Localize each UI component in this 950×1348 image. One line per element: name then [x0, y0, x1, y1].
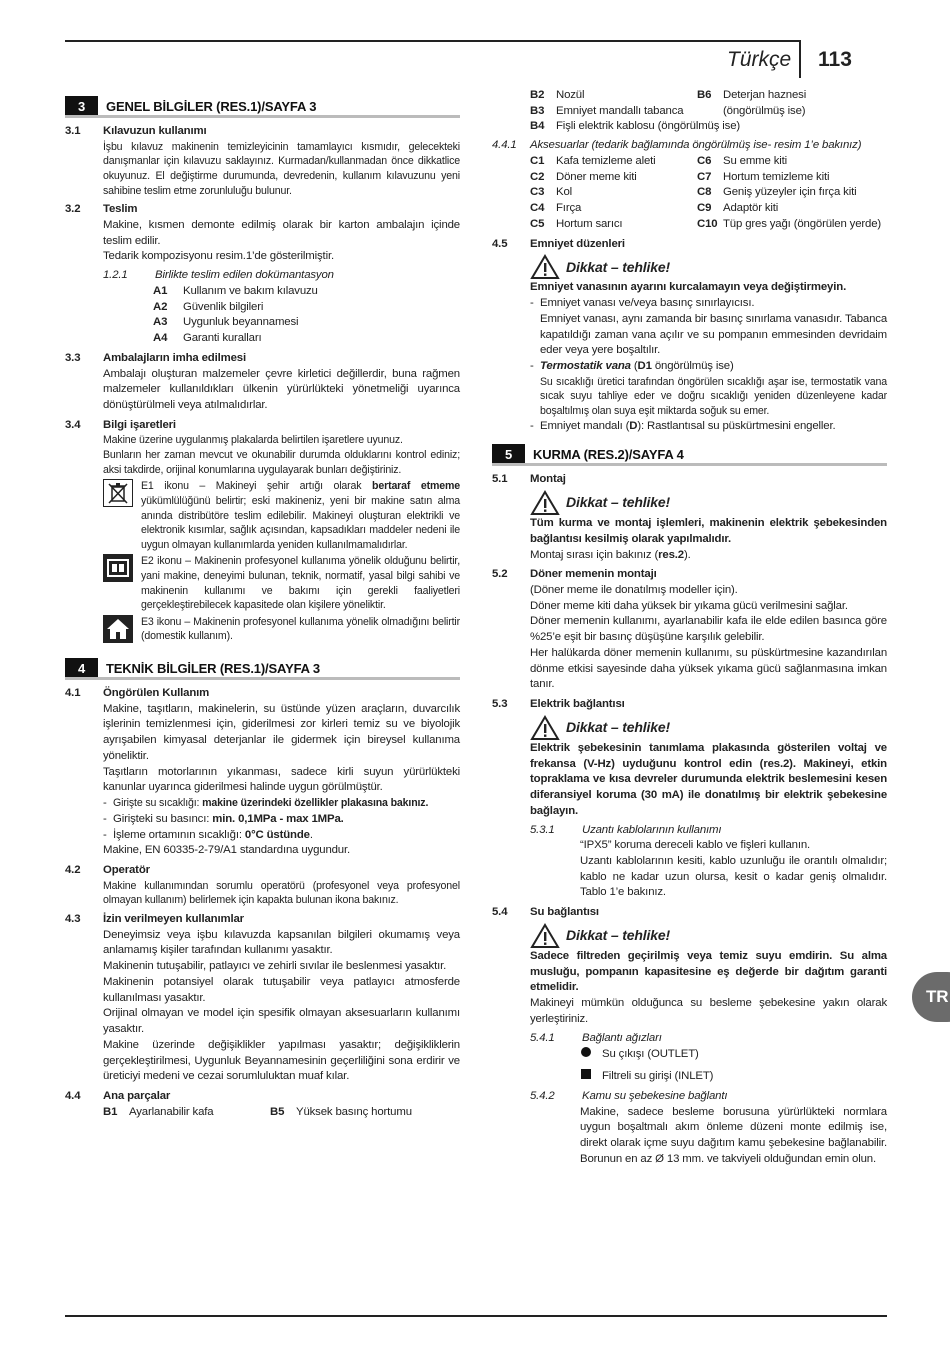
section-3-header [65, 96, 460, 118]
section-title: TEKNİK BİLGİLER (RES.1)/SAYFA 3 [106, 660, 320, 676]
subsection-4-2: 4.2 Operatör [65, 864, 150, 877]
paragraph: Tedarik kompozisyonu resim.1’de gösterilmiştir. [103, 250, 334, 263]
paragraph: Su sıcaklığı üretici tarafından öngörülen sıcaklığı aşar ise, termostatik vana sıcak suyu tahliye eder ve doğru sıcaklığı yeniden düzenleyene kadar boşaltılmış olan suya eşit miktarda soğuk su emer. [540, 375, 887, 417]
subsection-5-2: 5.2 Döner memenin montajı [492, 568, 657, 581]
warning-triangle-icon [530, 715, 560, 741]
paragraph: (Döner meme ile donatılmış modeller için). [530, 583, 738, 596]
inlet-item: Filtreli su girişi (INLET) [580, 1068, 887, 1086]
accessories-row: C5 Hortum sarıcı C10 Tüp gres yağı (öngörülen yerde) [530, 217, 882, 230]
subsection-4-1: 4.1 Öngörülen Kullanım [65, 686, 210, 699]
subsubsection-5-4-2: 5.4.2 Kamu su şebekesine bağlantı [530, 1089, 728, 1102]
header-divider [799, 40, 801, 78]
warning-block: Dikkat – tehlike! Elektrik şebekesinin tanımlama plakasında gösterilen voltaj ve frekansa (V-Hz) uyduğunu kontrol edin (res.2). Makineyi, etkin topraklama ve kısa devreler durumunda elektrik beslemesini kesen diferansiyel koruma (30 mA) ile donatılmış bir elektrik şebekesine bağlayın. [530, 715, 887, 820]
e2-info [103, 554, 460, 612]
language-side-tab: TR [912, 972, 950, 1022]
subsection-4-3: 4.3 İzin verilmeyen kullanımlar [65, 913, 244, 926]
warning-block: Dikkat – tehlike! Tüm kurma ve montaj işlemleri, makinenin elektrik şebekesinden bağlantısı kesilmiş olarak yapılmalıdır. [530, 490, 887, 547]
outlet-item: Su çıkışı (OUTLET) [580, 1046, 887, 1064]
warning-block: Dikkat – tehlike! Sadece filtreden geçirilmiş veya temiz suyu emdirin. Su alma musluğu, pompanın kapasitesine eş değerde bir dağıtım garanti etmelidir. [530, 923, 887, 996]
subsection-3-2: 3.2 Teslim [65, 203, 138, 216]
subsection-4-5: 4.5 Emniyet düzenleri [492, 237, 625, 250]
subsubsection-1-2-1: 1.2.1 Birlikte teslim edilen dokümantasyon [103, 269, 334, 282]
paragraph: Bunların her zaman mevcut ve okunabilir durumda olduklarını kontrol ediniz; aksi takdirde, orijinal konumlarına uygulayarak bunları değiştiriniz. [103, 449, 460, 476]
professional-use-icon [103, 554, 133, 582]
subsection-5-1: 5.1 Montaj [492, 473, 566, 486]
list-item: A2 Güvenlik bilgileri [153, 300, 264, 313]
paragraph: “IPX5” koruma dereceli kablo ve fişleri kullanın. [580, 839, 811, 852]
bullet-item: - Girişteki su basıncı: min. 0,1MPa - max 1MPa. [103, 812, 344, 825]
filled-square-icon [580, 1068, 592, 1080]
subsection-3-3: 3.3 Ambalajların imha edilmesi [65, 351, 246, 364]
paragraph: Emniyet vanası, aynı zamanda bir basınç sınırlama vanasıdır. Tabanca kapatıldığı zaman vana açılır ve su pompanın emmesinden devridaim eder veya yere boşaltılır. [540, 312, 887, 357]
paragraph: Makine, EN 60335-2-79/A1 standardına uygundur. [103, 844, 351, 857]
filled-circle-icon [580, 1046, 592, 1058]
paragraph: Makine, sadece besleme borusuna yürürlükteki normlara uygun boşaltmalı akım önleme düzeni monte edilmiş ise, direkt olarak içme suyu dağıtım kamu şebekesine bağlanabilir. Borunun en az Ø 13 mm. ve takviyeli olduğundan emin olun. [580, 1105, 887, 1165]
subsection-3-1: 3.1 Kılavuzun kullanımı [65, 125, 207, 137]
parts-row: B4 Fişli elektrik kablosu (öngörülmüş ise) [530, 120, 741, 133]
paragraph: Makine, taşıtların, makinelerin, su üstünde yüzen araçların, duvarcılık işlerinin temizlenmesi için, giderilmesi zor kirleri temiz su ve biyolojik ayrışabilen kimyasal deterjanlar ile gidermek için bireysel kullanıma yöneliktir. [103, 702, 460, 762]
paragraph: Makinenin tutuşabilir, patlayıcı ve zehirli sıvılar ile beslenmesi yasaktır. [103, 960, 447, 973]
paragraph: Uzantı kablolarının kesiti, kablo uzunluğu ile orantılı olmalıdır; kablo ne kadar uzun olursa, kesit o kadar geniş olmalıdır. Tablo 1’e bakınız. [580, 855, 887, 899]
subsection-3-4: 3.4 Bilgi işaretleri [65, 418, 176, 431]
paragraph: Makine üzerine uygulanmış plakalarda belirtilen işaretlere uyunuz. [103, 434, 403, 447]
header-rule [65, 40, 799, 42]
subsubsection-5-4-1: 5.4.1 Bağlantı ağızları [530, 1031, 662, 1044]
paragraph: Makineyi mümkün olduğunca su besleme şebekesine yakın olarak yerleştiriniz. [530, 997, 887, 1025]
accessories-row: C2 Döner meme kiti C7 Hortum temizleme kiti [530, 170, 830, 183]
section-4-header [65, 658, 460, 680]
e2-text: E2 ikonu – Makinenin profesyonel kullanıma yönelik olduğunu belirtir, yani makine, deneyimi bulunan, teknik, normatif, yasal bilgi sahibi ve makinenin kullanımı ve bakımı için gerekli faaliyetleri gerçekleştirebilecek kapasitede olan kişilere yöneliktir. [141, 555, 460, 612]
section-number: 5 [492, 444, 525, 463]
paragraph: Döner memenin kullanımı, ayarlanabilir kafa ile elde edilen basınca göre %25’e eşit bir basınç düşüşüne karşılık gelebilir. [530, 615, 887, 644]
paragraph: Taşıtların motorlarının yıkanması, sadece kirli suyun yürürlükteki kanunlar uyarınca giderilmesi halinde uygun görülmüştür. [103, 765, 460, 794]
list-item: A4 Garanti kuralları [153, 332, 262, 345]
bullet-item: - Emniyet vanası ve/veya basınç sınırlayıcısı. [530, 297, 755, 310]
bullet-item: - Girişte su sıcaklığı: makine üzerindeki özellikler plakasına bakınız. [103, 797, 429, 810]
accessories-row: C4 Fırça C9 Adaptör kiti [530, 202, 779, 215]
paragraph: Ambalajı oluşturan malzemeler çevre kirletici değillerdir, buna rağmen malzemeler kullanıldıkları ülkenin yürürlükteki yönetmeliği uyarınca dönüştürülmeli veya atılmalıdırlar. [103, 367, 460, 411]
e1-text: E1 ikonu – Makineyi şehir artığı olarak bertaraf etmeme yükümlülüğünü belirtir; eski makineniz, yeni bir makine satın alma anında distribütöre teslim edilebilir. Makineyi oluşturan elektrikli ve elektronik kısımlar, sağlık açısından, kapsadıkları maddeler nedeni ile uygun olmayan kullanımlarda yeniden kullanılmamalıdırlar. [141, 480, 460, 551]
paragraph: Orijinal olmayan ve model için spesifik olmayan aksesuarların kullanımı yasaktır. [103, 1007, 460, 1036]
subsection-5-4: 5.4 Su bağlantısı [492, 906, 599, 919]
parts-row: B1 Ayarlanabilir kafa B5 Yüksek basınç hortumu [103, 1105, 412, 1118]
section-5-header [492, 444, 887, 466]
accessories-row: C3 Kol C8 Geniş yüzeyler için fırça kiti [530, 186, 857, 199]
paragraph: Deneyimsiz veya işbu kılavuzda kapsanılan bilgileri okumamış veya anlamamış kişiler tarafından kullanımı yasaktır. [103, 928, 460, 957]
section-title: GENEL BİLGİLER (RES.1)/SAYFA 3 [106, 99, 317, 114]
warning-block: Dikkat – tehlike! Emniyet vanasının ayarını kurcalamayın veya değiştirmeyin. [530, 254, 887, 296]
left-column [65, 88, 460, 1121]
bullet-item: - Emniyet mandalı (D): Rastlantısal su püskürtmesini engeller. [530, 419, 836, 432]
section-number: 4 [65, 658, 98, 677]
warning-triangle-icon [530, 490, 560, 516]
paragraph: Makinenin potansiyel olarak tutuşabilir veya patlayıcı atmosferde kullanılması yasaktır. [103, 975, 460, 1004]
header-language: Türkçe [727, 48, 792, 71]
e3-info [103, 615, 460, 644]
paragraph: Makine kullanımından sorumlu operatörü (profesyonel veya profesyonel olmayan kullanım) belirlemek için kapakta bulunan ikona bakınız. [103, 879, 460, 907]
paragraph: Her halükarda döner memenin kullanımı, su püskürtmesine kazandırılan dönme etkisi sayesinde daha yüksek yıkama gücü sağlanmasına imkan tanır. [530, 646, 887, 691]
accessories-row: C1 Kafa temizleme aleti C6 Su emme kiti [530, 154, 788, 167]
subsection-4-4: 4.4 Ana parçalar [65, 1090, 171, 1103]
e3-text: E3 ikonu – Makinenin profesyonel kullanıma yönelik olmadığını belirtir (domestik kullanım). [141, 615, 460, 643]
parts-row: B2 Nozül B6 Deterjan haznesi [530, 89, 807, 101]
e1-info [103, 479, 460, 552]
paragraph: Makine, kısmen demonte edilmiş olarak bir karton ambalajın içinde teslim edilir. [103, 218, 460, 247]
subsubsection-4-4-1: 4.4.1 Aksesuarlar (tedarik bağlamında öngörülmüş ise- resim 1’e bakınız) [492, 139, 862, 152]
home-use-icon [103, 615, 133, 643]
warning-triangle-icon [530, 254, 560, 280]
paragraph: Makine üzerinde değişiklikler yapılması yasaktır; değişikliklerin gerçekleştirilmesi, Uygunluk Beyannamesinin geçerliliğini sona erdirir ve üreticiyi medeni ve cezai sorumluluktan muaf kılar. [103, 1038, 460, 1083]
warning-triangle-icon [530, 923, 560, 949]
crossed-bin-icon [103, 479, 133, 507]
subsubsection-5-3-1: 5.3.1 Uzantı kablolarının kullanımı [530, 823, 722, 836]
bullet-item: - Termostatik vana (D1 öngörülmüş ise) [530, 360, 734, 373]
documentation-list [153, 284, 460, 347]
list-item: A3 Uygunluk beyannamesi [153, 316, 299, 329]
paragraph: Döner meme kiti daha yüksek bir yıkama gücü verilmesini sağlar. [530, 599, 848, 612]
paragraph: Montaj sırası için bakınız (res.2). [530, 548, 691, 561]
page-number: 113 [818, 48, 852, 71]
section-number: 3 [65, 96, 98, 115]
right-column [492, 88, 887, 1167]
paragraph: İşbu kılavuz makinenin temizleyicinin tamamlayıcı kısmıdır, gelecekteki danışmanlar için kılavuzu saklayınız. Kurmadan/kullanmadan önce dikkatlice okuyunuz. El değiştirme durumunda, devredenin, kullanım kılavuzunu yeni sahibine teslim etme zorunluluğu bulunur. [103, 140, 460, 197]
parts-row: B3 Emniyet mandallı tabanca (öngörülmüş ise) [530, 104, 806, 117]
bullet-item: - İşleme ortamının sıcaklığı: 0°C üstünde. [103, 828, 313, 841]
subsection-5-3: 5.3 Elektrik bağlantısı [492, 698, 625, 711]
section-title: KURMA (RES.2)/SAYFA 4 [533, 447, 684, 463]
list-item: A1 Kullanım ve bakım kılavuzu [153, 284, 318, 297]
footer-rule [65, 1315, 887, 1317]
